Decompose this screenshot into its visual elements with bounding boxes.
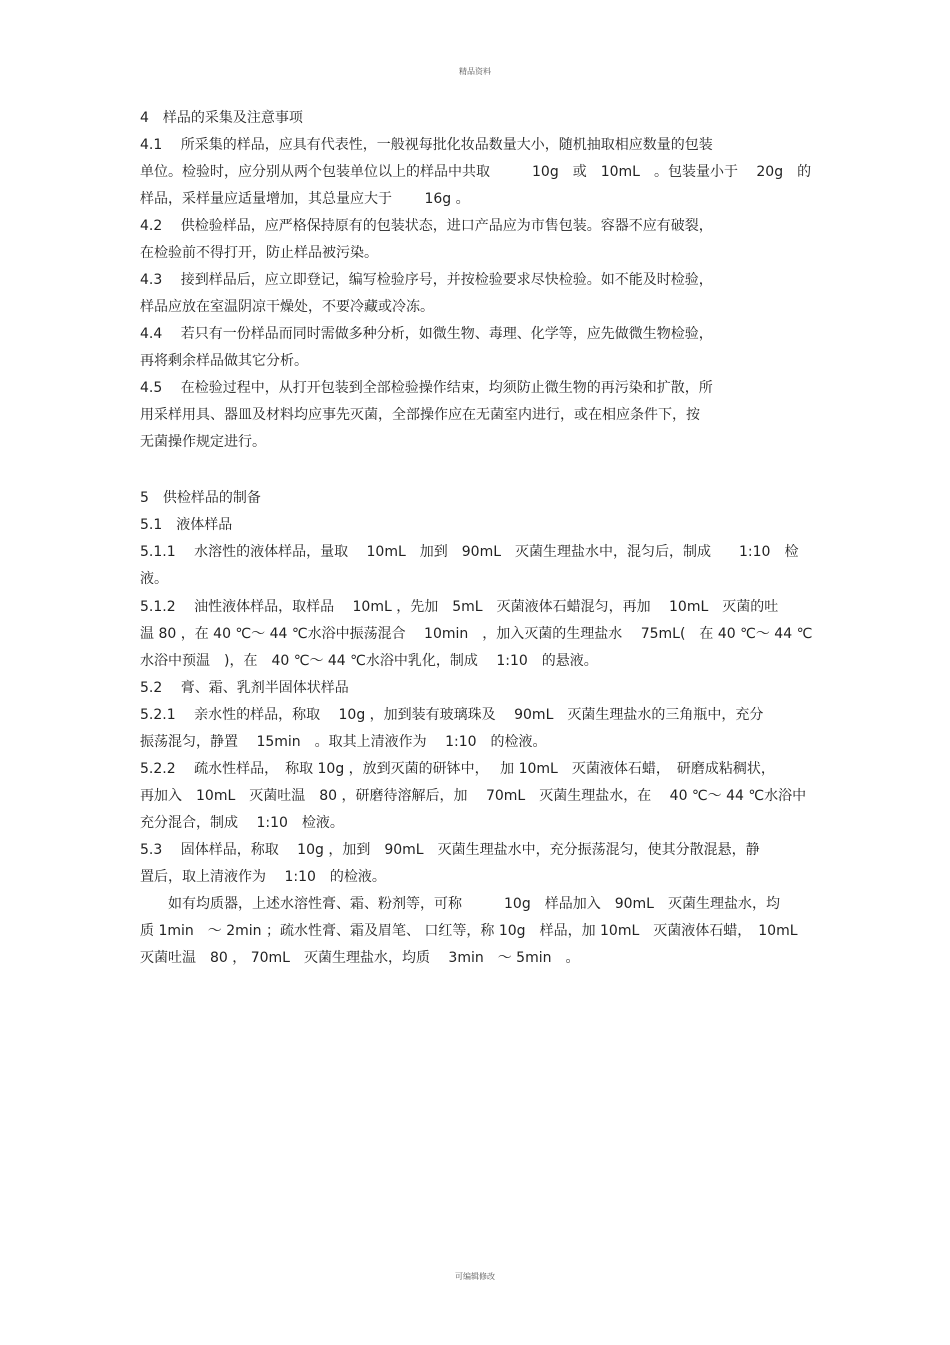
paragraph-line: 水浴中预温 )，在 40 ℃～ 44 ℃水浴中乳化，制成 1:10 的悬液。 bbox=[140, 653, 598, 669]
paragraph-line: 4.5 在检验过程中，从打开包装到全部检验操作结束，均须防止微生物的再污染和扩散，所 bbox=[140, 380, 713, 396]
paragraph-line: 5.3 固体样品，称取 10g ，加到 90mL 灭菌生理盐水中，充分振荡混匀，使其分散混悬，静 bbox=[140, 842, 760, 858]
paragraph-line: 充分混合，制成 1:10 检液。 bbox=[140, 815, 344, 831]
paragraph-line: 4.1 所采集的样品，应具有代表性，一般视每批化妆品数量大小，随机抽取相应数量的包装 bbox=[140, 137, 713, 153]
paragraph-line: 质 1min ～ 2min ；疏水性膏、霜及眉笔、 口红等，称 10g 样品，加 10mL 灭菌液体石蜡， 10mL bbox=[140, 923, 798, 939]
paragraph-line: 如有均质器，上述水溶性膏、霜、粉剂等，可称 10g 样品加入 90mL 灭菌生理盐水，均 bbox=[140, 896, 780, 912]
paragraph-line: 4.3 接到样品后，应立即登记，编写检验序号，并按检验要求尽快检验。如不能及时检验， bbox=[140, 272, 713, 288]
paragraph-line: 用采样用具、器皿及材料均应事先灭菌，全部操作应在无菌室内进行，或在相应条件下，按 bbox=[140, 407, 700, 423]
paragraph-line: 5.2.1 亲水性的样品，称取 10g ，加到装有玻璃珠及 90mL 灭菌生理盐水的三角瓶中，充分 bbox=[140, 707, 764, 723]
section-5-heading: 5 供检样品的制备 bbox=[140, 490, 261, 506]
section-4-heading: 4 样品的采集及注意事项 bbox=[140, 110, 303, 126]
paragraph-line: 4.2 供检验样品，应严格保持原有的包装状态，进口产品应为市售包装。容器不应有破裂， bbox=[140, 218, 713, 234]
subsection-heading: 5.1 液体样品 bbox=[140, 517, 233, 533]
paragraph-line: 无菌操作规定进行。 bbox=[140, 434, 266, 450]
page-header: 精品资料 bbox=[459, 67, 491, 76]
paragraph-line: 单位。检验时，应分别从两个包装单位以上的样品中共取 10g 或 10mL 。包装量小于 20g 的 bbox=[140, 164, 812, 180]
paragraph-line: 温 80 ，在 40 ℃～ 44 ℃水浴中振荡混合 10min ，加入灭菌的生理盐水 75mL( 在 40 ℃～ 44 ℃ bbox=[140, 626, 813, 642]
subsection-heading: 5.2 膏、霜、乳剂半固体状样品 bbox=[140, 680, 349, 696]
paragraph-line: 5.1.2 油性液体样品，取样品 10mL ，先加 5mL 灭菌液体石蜡混匀，再加 10mL 灭菌的吐 bbox=[140, 599, 779, 615]
paragraph-line: 4.4 若只有一份样品而同时需做多种分析，如微生物、毒理、化学等，应先做微生物检验， bbox=[140, 326, 713, 342]
paragraph-line: 5.1.1 水溶性的液体样品，量取 10mL 加到 90mL 灭菌生理盐水中，混匀后，制成 1:10 检 bbox=[140, 544, 799, 560]
paragraph-line: 振荡混匀，静置 15min 。取其上清液作为 1:10 的检液。 bbox=[140, 734, 547, 750]
paragraph-line: 样品应放在室温阴凉干燥处，不要冷藏或冷冻。 bbox=[140, 299, 434, 315]
paragraph-line: 再将剩余样品做其它分析。 bbox=[140, 353, 308, 369]
paragraph-line: 在检验前不得打开，防止样品被污染。 bbox=[140, 245, 378, 261]
paragraph-line: 置后，取上清液作为 1:10 的检液。 bbox=[140, 869, 386, 885]
page-footer: 可编辑修改 bbox=[455, 1272, 495, 1281]
paragraph-line: 样品，采样量应适量增加，其总量应大于 16g 。 bbox=[140, 191, 470, 207]
paragraph-line: 灭菌吐温 80 ， 70mL 灭菌生理盐水，均质 3min ～ 5min 。 bbox=[140, 950, 580, 966]
paragraph-line: 再加入 10mL 灭菌吐温 80 ，研磨待溶解后，加 70mL 灭菌生理盐水，在 40 ℃～ 44 ℃水浴中 bbox=[140, 788, 807, 804]
paragraph-line: 液。 bbox=[140, 571, 168, 587]
paragraph-line: 5.2.2 疏水性样品， 称取 10g ，放到灭菌的研钵中， 加 10mL 灭菌液体石蜡， 研磨成粘稠状， bbox=[140, 761, 775, 777]
